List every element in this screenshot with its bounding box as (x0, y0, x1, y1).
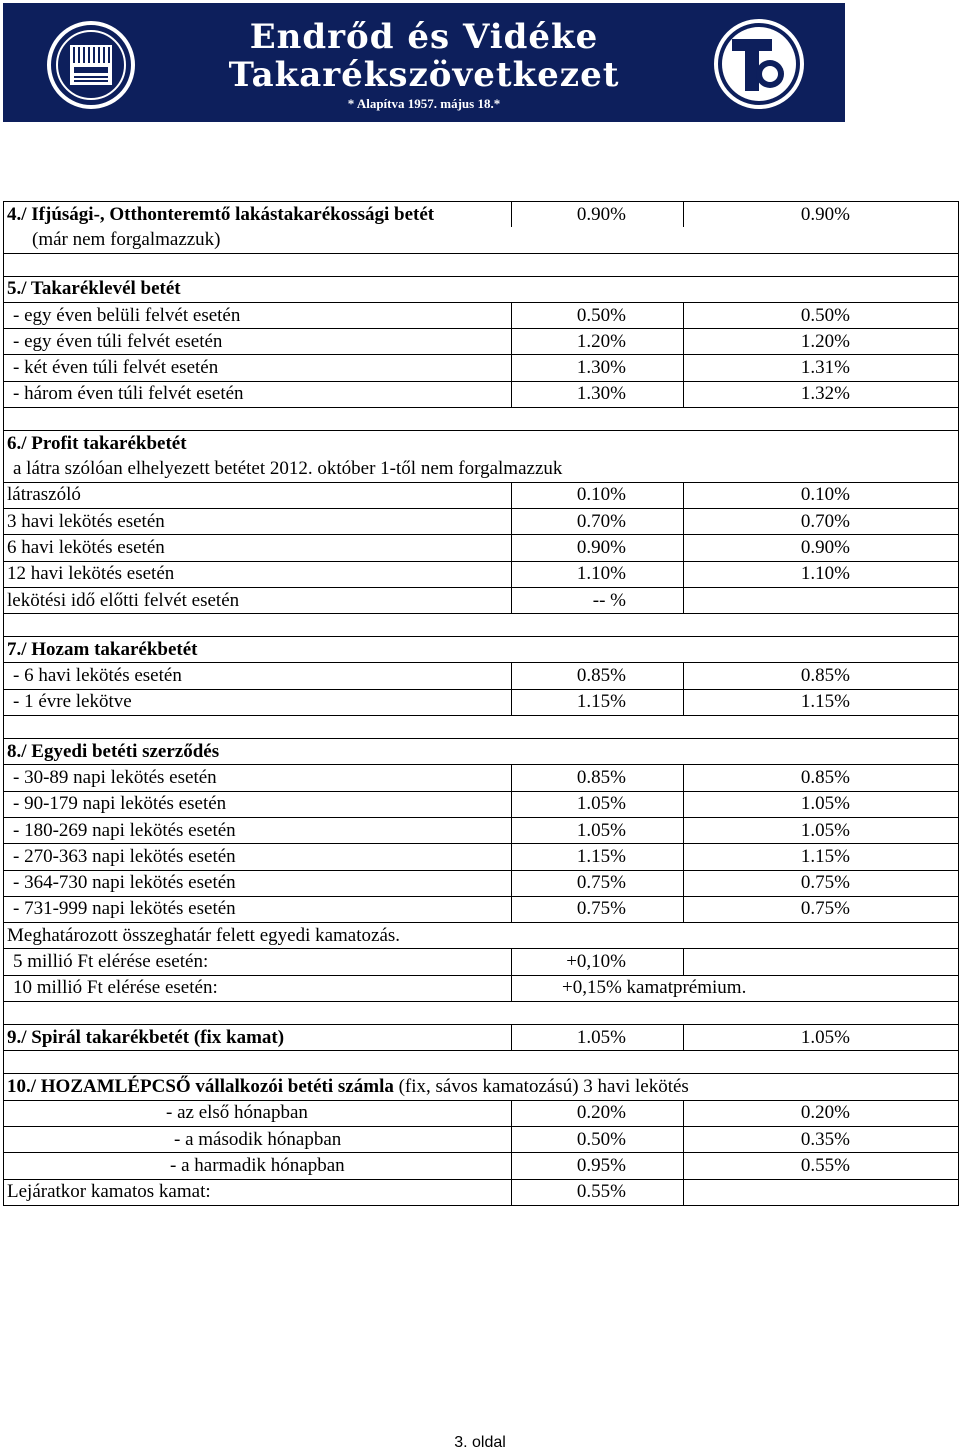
row-label: látraszóló (4, 482, 512, 508)
rate-cell: 1.05% (512, 817, 684, 843)
row-label: - egy éven túli felvét esetén (4, 329, 512, 355)
bank-name-line2: Takarékszövetkezet (228, 55, 620, 95)
table-row (4, 1074, 959, 1100)
table-row (4, 431, 959, 457)
table-row (4, 689, 959, 715)
rate-cell: 1.10% (684, 561, 959, 587)
spacer-row (4, 716, 959, 739)
spacer-row (4, 408, 959, 431)
page-number: 3. oldal (454, 1434, 506, 1451)
table-row (4, 896, 959, 922)
rate-cell: 0.10% (512, 482, 684, 508)
table-row (4, 355, 959, 381)
table-row (4, 765, 959, 791)
spacer-row (4, 253, 959, 276)
ts-monogram-logo (712, 19, 806, 109)
table-row (4, 739, 959, 765)
row-label: 5 millió Ft elérése esetén: (4, 949, 512, 975)
table-row (4, 870, 959, 896)
table-row (4, 302, 959, 328)
row-label: - 6 havi lekötés esetén (4, 663, 512, 689)
rate-cell: 0.20% (684, 1100, 959, 1126)
row-label: - 364-730 napi lekötés esetén (4, 870, 512, 896)
section-title: 5./ Takaréklevél betét (4, 276, 959, 302)
table-row (4, 1153, 959, 1179)
row-label: - 1 évre lekötve (4, 689, 512, 715)
table-row (4, 227, 959, 253)
row-label: Lejáratkor kamatos kamat: (4, 1179, 512, 1205)
table-row (4, 587, 959, 613)
row-label: lekötési idő előtti felvét esetén (4, 587, 512, 613)
table-row (4, 276, 959, 302)
row-label: - 90-179 napi lekötés esetén (4, 791, 512, 817)
rate-cell: 0.85% (512, 663, 684, 689)
rate-cell: 0.90% (512, 202, 684, 228)
section-title-bold: 10./ HOZAMLÉPCSŐ vállalkozói betéti számla (7, 1075, 394, 1097)
section-note: (már nem forgalmazzuk) (4, 227, 959, 253)
rate-cell: 0.90% (684, 202, 959, 228)
rate-cell: +0,10% (512, 949, 684, 975)
section-note: Meghatározott összeghatár felett egyedi kamatozás. (4, 923, 959, 949)
rate-cell (684, 587, 959, 613)
header-banner (3, 3, 845, 122)
rate-cell: 0.55% (684, 1153, 959, 1179)
section-title: 4./ Ifjúsági-, Otthonteremtő lakástakarékossági betét (4, 202, 512, 228)
rate-cell: 0.85% (684, 663, 959, 689)
row-label: - egy éven belüli felvét esetén (4, 302, 512, 328)
section-note: a látra szólóan elhelyezett betétet 2012. október 1-től nem forgalmazzuk (4, 456, 959, 482)
rate-cell: 1.30% (512, 381, 684, 407)
section-title: 7./ Hozam takarékbetét (4, 637, 959, 663)
row-label: - 180-269 napi lekötés esetén (4, 817, 512, 843)
row-label: 10 millió Ft elérése esetén: (4, 975, 512, 1001)
row-label: - 731-999 napi lekötés esetén (4, 896, 512, 922)
spacer-row (4, 614, 959, 637)
rate-cell: 1.15% (512, 689, 684, 715)
rate-cell: 0.20% (512, 1100, 684, 1126)
table-row (4, 1126, 959, 1152)
rate-cell: +0,15% kamatprémium. (512, 975, 959, 1001)
table-row (4, 844, 959, 870)
row-label: - az első hónapban (4, 1100, 512, 1126)
rate-cell: 0.75% (512, 870, 684, 896)
rate-cell: 1.15% (684, 689, 959, 715)
rate-cell: -- % (512, 587, 684, 613)
row-label: 3 havi lekötés esetén (4, 508, 512, 534)
table-row (4, 975, 959, 1001)
rate-cell: 0.50% (512, 1126, 684, 1152)
section-title: 8./ Egyedi betéti szerződés (4, 739, 959, 765)
table-row (4, 949, 959, 975)
row-label: 6 havi lekötés esetén (4, 535, 512, 561)
spacer-row (4, 1051, 959, 1074)
row-label: - a második hónapban (4, 1126, 512, 1152)
section-title-rest: (fix, sávos kamatozású) 3 havi lekötés (393, 1075, 689, 1097)
rate-cell: 1.15% (684, 844, 959, 870)
rate-cell: 1.05% (684, 1025, 959, 1051)
rate-cell: 0.90% (512, 535, 684, 561)
rate-cell: 0.10% (684, 482, 959, 508)
deposit-rates-table (3, 201, 959, 1206)
row-label: - a harmadik hónapban (4, 1153, 512, 1179)
rate-cell: 1.20% (512, 329, 684, 355)
rate-cell: 0.70% (512, 508, 684, 534)
row-label: 12 havi lekötés esetén (4, 561, 512, 587)
table-row (4, 508, 959, 534)
table-row (4, 791, 959, 817)
rate-cell: 1.31% (684, 355, 959, 381)
spacer-row (4, 1002, 959, 1025)
empty-cell (684, 1179, 959, 1205)
section-title: 6./ Profit takarékbetét (4, 431, 959, 457)
table-row (4, 202, 959, 228)
rate-cell: 0.95% (512, 1153, 684, 1179)
rate-cell: 0.50% (684, 302, 959, 328)
row-label: - két éven túli felvét esetén (4, 355, 512, 381)
table-row (4, 1179, 959, 1205)
bank-name-line1: Endrőd és Vidéke (249, 17, 599, 57)
row-label: - három éven túli felvét esetén (4, 381, 512, 407)
rate-cell: 0.55% (512, 1179, 684, 1205)
table-row (4, 561, 959, 587)
rate-cell: 0.90% (684, 535, 959, 561)
row-label: - 30-89 napi lekötés esetén (4, 765, 512, 791)
rate-cell: 1.32% (684, 381, 959, 407)
founded-date: * Alapítva 1957. május 18.* (347, 96, 501, 111)
rate-cell: 1.05% (684, 791, 959, 817)
table-row (4, 456, 959, 482)
table-row (4, 817, 959, 843)
rate-cell: 0.75% (512, 896, 684, 922)
rate-cell: 0.35% (684, 1126, 959, 1152)
rate-cell: 0.85% (684, 765, 959, 791)
table-row (4, 329, 959, 355)
empty-cell (684, 949, 959, 975)
rate-cell: 0.50% (512, 302, 684, 328)
section-title: 9./ Spirál takarékbetét (fix kamat) (4, 1025, 512, 1051)
rate-cell: 0.70% (684, 508, 959, 534)
table-row (4, 637, 959, 663)
rate-cell: 1.05% (684, 817, 959, 843)
section-title (4, 1074, 959, 1100)
rate-cell: 0.75% (684, 870, 959, 896)
rate-cell: 1.05% (512, 791, 684, 817)
table-row (4, 923, 959, 949)
table-row (4, 1100, 959, 1126)
rate-cell: 1.20% (684, 329, 959, 355)
table-row (4, 535, 959, 561)
table-row (4, 1025, 959, 1051)
rate-cell: 1.15% (512, 844, 684, 870)
rate-cell: 1.05% (512, 1025, 684, 1051)
rate-cell: 0.75% (684, 896, 959, 922)
rate-cell: 0.85% (512, 765, 684, 791)
rate-cell: 1.10% (512, 561, 684, 587)
rate-cell: 1.30% (512, 355, 684, 381)
row-label: - 270-363 napi lekötés esetén (4, 844, 512, 870)
table-row (4, 381, 959, 407)
table-row (4, 663, 959, 689)
table-row (4, 482, 959, 508)
